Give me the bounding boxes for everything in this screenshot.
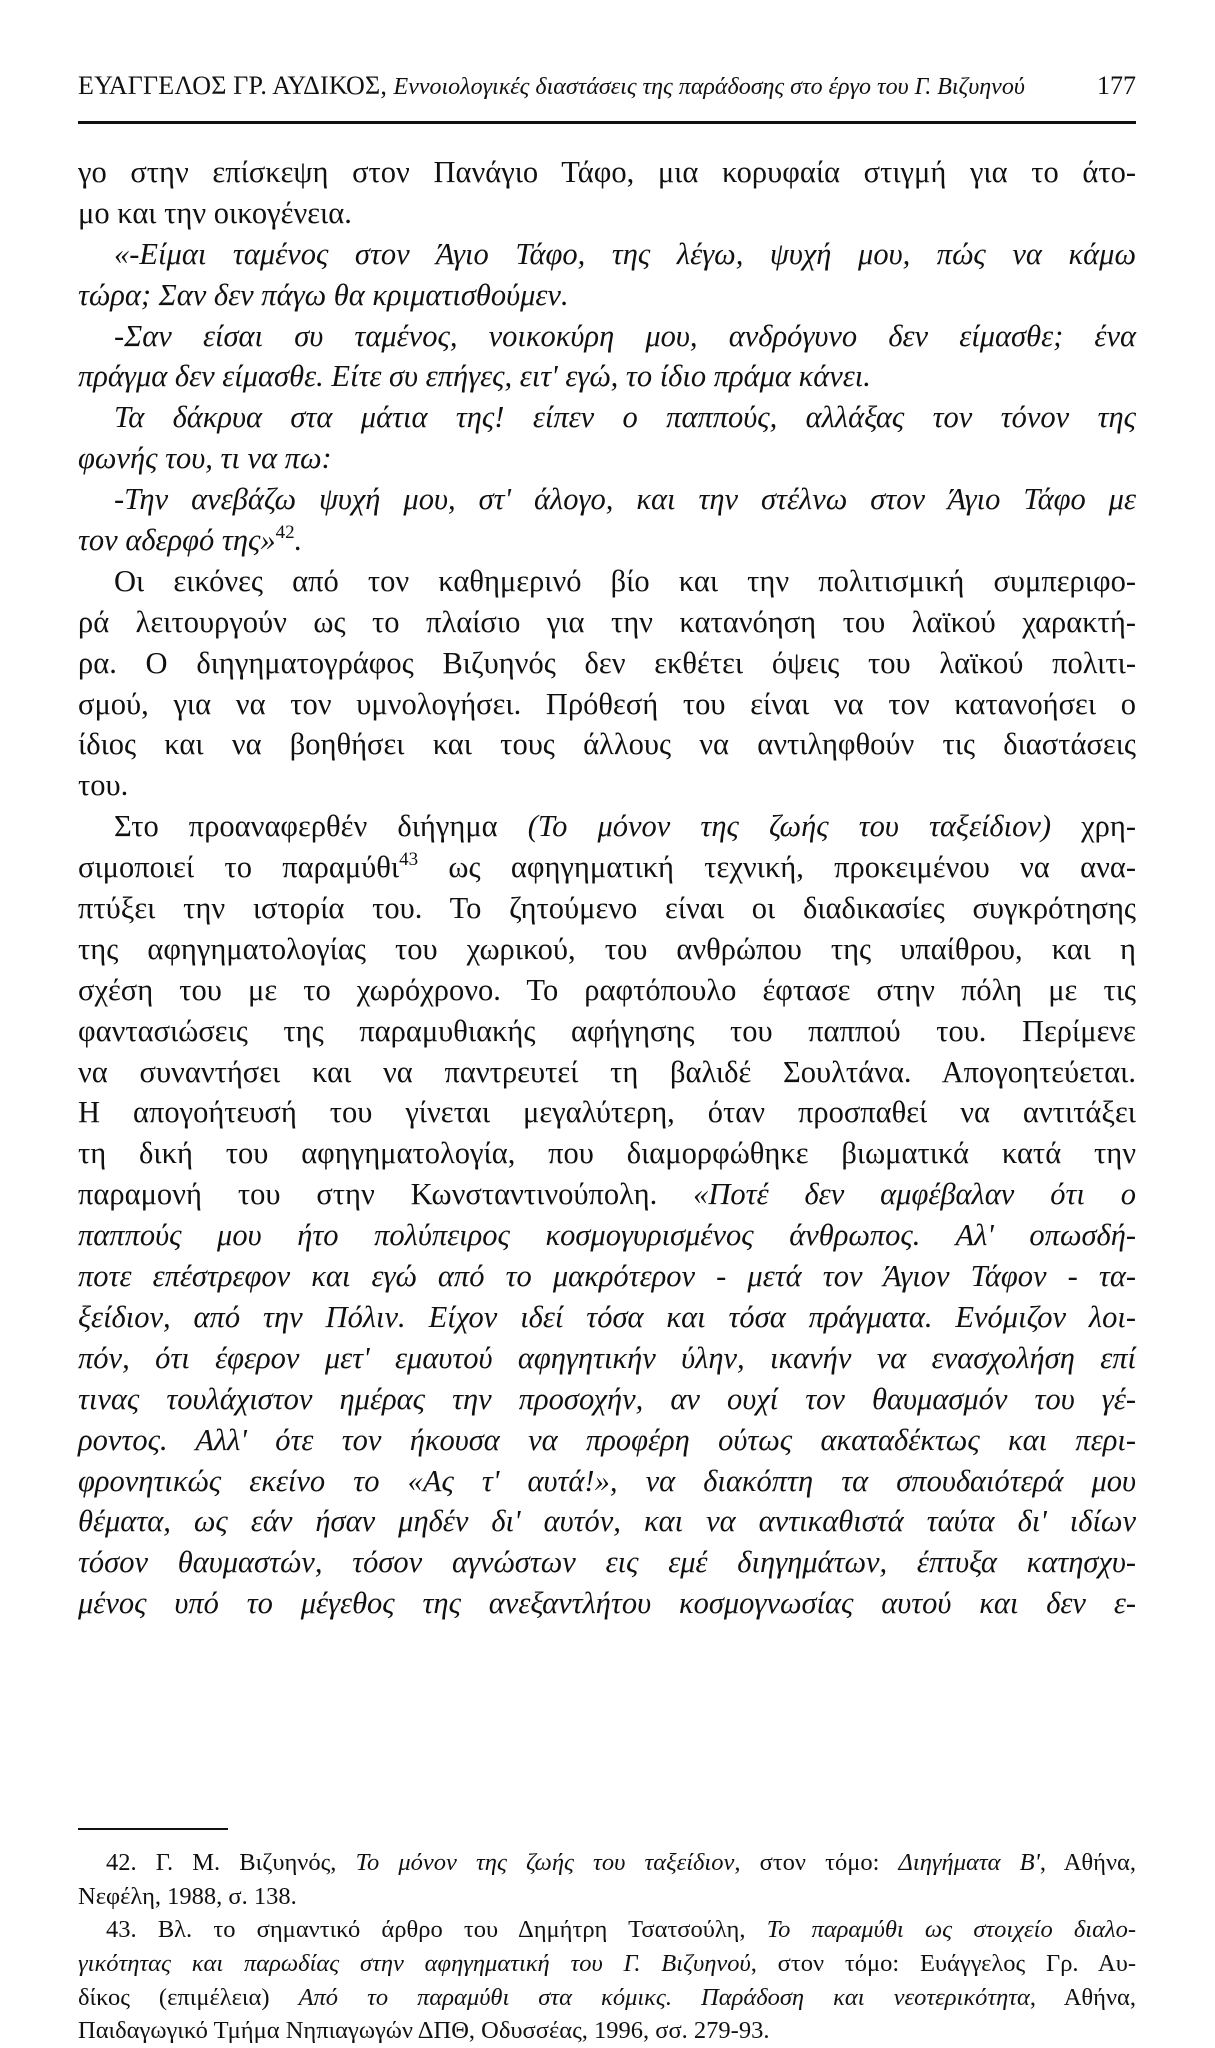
footnote-43-line-4: Παιδαγωγικό Τμήμα Νηπιαγωγών ΔΠΘ, Οδυσσέας, 1996, σσ. 279-93. (78, 2017, 770, 2045)
footnote-text: , στον τόμο: Ευάγγελος Γρ. Αυ- (750, 1950, 1136, 1978)
footnote-title: Το μόνον της ζωής του ταξείδιον (355, 1849, 735, 1876)
quote-line: -Σαν είσαι συ ταμένος, νοικοκύρη μου, ανδρόγυνο δεν είμασθε; ένα (114, 318, 1136, 353)
quote-line: ξείδιον, από την Πόλιν. Είχον ιδεί τόσα και τόσα πράγματα. Ενόμιζον λοι- (78, 1299, 1136, 1334)
quote-line: ροντος. Αλλ' ότε τον ήκουσα να προφέρη ούτως ακαταδέκτως και περι- (78, 1422, 1136, 1457)
text-line: ρά λειτουργούν ως το πλαίσιο για την κατανόηση του λαϊκού χαρακτή- (78, 604, 1136, 639)
text-line: ίδιος και να βοηθήσει και τους άλλους να αντιληφθούν τις διαστάσεις (78, 727, 1136, 762)
footnote-text: , Αθήνα, (1039, 1849, 1137, 1876)
text-line: της αφηγηματολογίας του χωρικού, του ανθρώπου της υπαίθρου, και η (78, 931, 1136, 966)
quote-line: τώρα; Σαν δεν πάγω θα κριματισθούμεν. (78, 277, 569, 312)
story-title: (Το μόνον της ζωής του ταξείδιον) (527, 809, 1052, 844)
footnote-ref-43: 43 (399, 849, 419, 871)
quote-line: πράγμα δεν είμασθε. Είτε συ επήγες, ειτ' εγώ, το ίδιο πράμα κάνει. (78, 359, 871, 394)
quote-line: φωνής του, τι να πω: (78, 441, 332, 476)
text-line (78, 1174, 1136, 1215)
period: . (294, 523, 303, 558)
text-line (78, 806, 1136, 847)
text-segment: σιμοποιεί το παραμύθι (78, 850, 400, 885)
footnote-text: 43. Βλ. το σημαντικό άρθρο του Δημήτρη Τσατσούλη, (106, 1916, 767, 1944)
running-header (78, 66, 1136, 106)
footnote-text: , στον τόμο: (734, 1849, 899, 1876)
quote-line: ποτε επέστρεφον και εγώ από το μακρότερον - μετά τον Άγιον Τάφον - τα- (78, 1259, 1136, 1294)
footnote-ref-42: 42 (275, 522, 295, 544)
text-line: Η απογοήτευσή του γίνεται μεγαλύτερη, όταν προσπαθεί να αντιτάξει (78, 1095, 1136, 1130)
footnote-43-line-3 (78, 1981, 1136, 2015)
quote-line: μένος υπό το μέγεθος της ανεξαντλήτου κοσμογνωσίας αυτού και δεν ε- (78, 1586, 1136, 1621)
quote-line: -Την ανεβάζω ψυχή μου, στ' άλογο, και την στέλνω στον Άγιο Τάφο με (114, 482, 1136, 517)
quote-line: «-Είμαι ταμένος στον Άγιο Τάφο, της λέγω, ψυχή μου, πώς να κάμω (114, 236, 1136, 271)
text-segment: παραμονή του στην Κωνσταντινούπολη. (78, 1177, 694, 1212)
text-segment: Στο προαναφερθέν διήγημα (114, 809, 528, 844)
text-line: Οι εικόνες από τον καθημερινό βίο και την πολιτισμική συμπεριφο- (114, 563, 1136, 598)
quote-line: παππούς μου ήτο πολύπειρος κοσμογυρισμένος άνθρωπος. Αλ' οπωσδή- (78, 1218, 1136, 1253)
header-title: Εννοιολογικές διαστάσεις της παράδοσης στο έργο του Γ. Βιζυηνού (393, 74, 1025, 100)
text-segment: ως αφηγηματική τεχνική, προκειμένου να ανα- (418, 850, 1136, 885)
header-author: ΕΥΑΓΓΕΛΟΣ ΓΡ. ΑΥΔΙΚΟΣ, (78, 71, 388, 100)
body-text (78, 152, 1136, 1624)
text-line: γο στην επίσκεψη στον Πανάγιο Τάφο, μια κορυφαία στιγμή για το άτο- (78, 155, 1136, 189)
footnote-43-line-2 (78, 1947, 1136, 1981)
footnote-text: 42. Γ. Μ. Βιζυηνός, (106, 1849, 356, 1876)
quote-line: Τα δάκρυα στα μάτια της! είπεν ο παππούς, αλλάξας τον τόνον της (114, 400, 1136, 435)
quote-segment: «Ποτέ δεν αμφέβαλαν ότι ο (693, 1177, 1136, 1212)
footnote-42 (78, 1846, 1136, 1880)
footnote-42-line-2: Νεφέλη, 1988, σ. 138. (78, 1882, 297, 1910)
text-line (78, 847, 1136, 888)
text-line: τη δική του αφηγηματολογία, που διαμορφώθηκε βιωματικά κατά την (78, 1136, 1136, 1171)
quote-line: τινας τουλάχιστον ημέρας την προσοχήν, αν ουχί τον θαυμασμόν του γέ- (78, 1381, 1136, 1416)
text-segment: χρη- (1051, 809, 1136, 844)
footnote-text: , Αθήνα, (1029, 1983, 1136, 2011)
footnote-43 (78, 1913, 1136, 1947)
footnote-title: γικότητας και παρωδίας στην αφηγηματική του Γ. Βιζυηνού (78, 1950, 751, 1978)
header-rule (78, 121, 1136, 124)
page-number: 177 (1097, 71, 1136, 100)
footnote-title: Το παραμύθι ως στοιχείο διαλο- (766, 1916, 1136, 1944)
text-line: του. (78, 768, 129, 803)
footnote-text: δίκος (επιμέλεια) (78, 1983, 299, 2011)
footnotes (78, 1846, 1136, 2048)
footnote-title: Από το παραμύθι στα κόμικς. Παράδοση και νεοτερικότητα (298, 1983, 1030, 2011)
quote-line (78, 520, 1136, 561)
quote-line: τόσον θαυμαστών, τόσον αγνώστων εις εμέ διηγημάτων, έπτυξα κατησχυ- (78, 1545, 1136, 1580)
text-line: πτύξει την ιστορία του. Το ζητούμενο είναι οι διαδικασίες συγκρότησης (78, 891, 1136, 926)
quote-line: φρονητικώς εκείνο το «Ας τ' αυτά!», να διακόπτη τα σπουδαιότερά μου (78, 1463, 1136, 1498)
text-line: σμού, για να τον υμνολογήσει. Πρόθεσή του είναι να τον κατανοήσει ο (78, 686, 1136, 721)
text-line: ρα. Ο διηγηματογράφος Βιζυηνός δεν εκθέτει όψεις του λαϊκού πολιτι- (78, 645, 1136, 680)
footnote-rule (78, 1828, 228, 1830)
quote-text: τον αδερφό της» (78, 523, 276, 558)
text-line: φαντασιώσεις της παραμυθιακής αφήγησης του παππού του. Περίμενε (78, 1013, 1136, 1048)
quote-line: θέματα, ως εάν ήσαν μηδέν δι' αυτόν, και να αντικαθιστά ταύτα δι' ιδίων (78, 1504, 1136, 1539)
text-line: μο και την οικογένεια. (78, 195, 352, 230)
footnote-title: Διηγήματα Β' (898, 1849, 1040, 1876)
text-line: σχέση του με το χωρόχρονο. Το ραφτόπουλο έφτασε στην πόλη με τις (78, 972, 1136, 1007)
text-line: να συναντήσει και να παντρευτεί τη βαλιδέ Σουλτάνα. Απογοητεύεται. (78, 1054, 1136, 1089)
quote-line: πόν, ότι έφερον μετ' εμαυτού αφηγητικήν ύλην, ικανήν να ενασχολήση επί (78, 1340, 1136, 1375)
